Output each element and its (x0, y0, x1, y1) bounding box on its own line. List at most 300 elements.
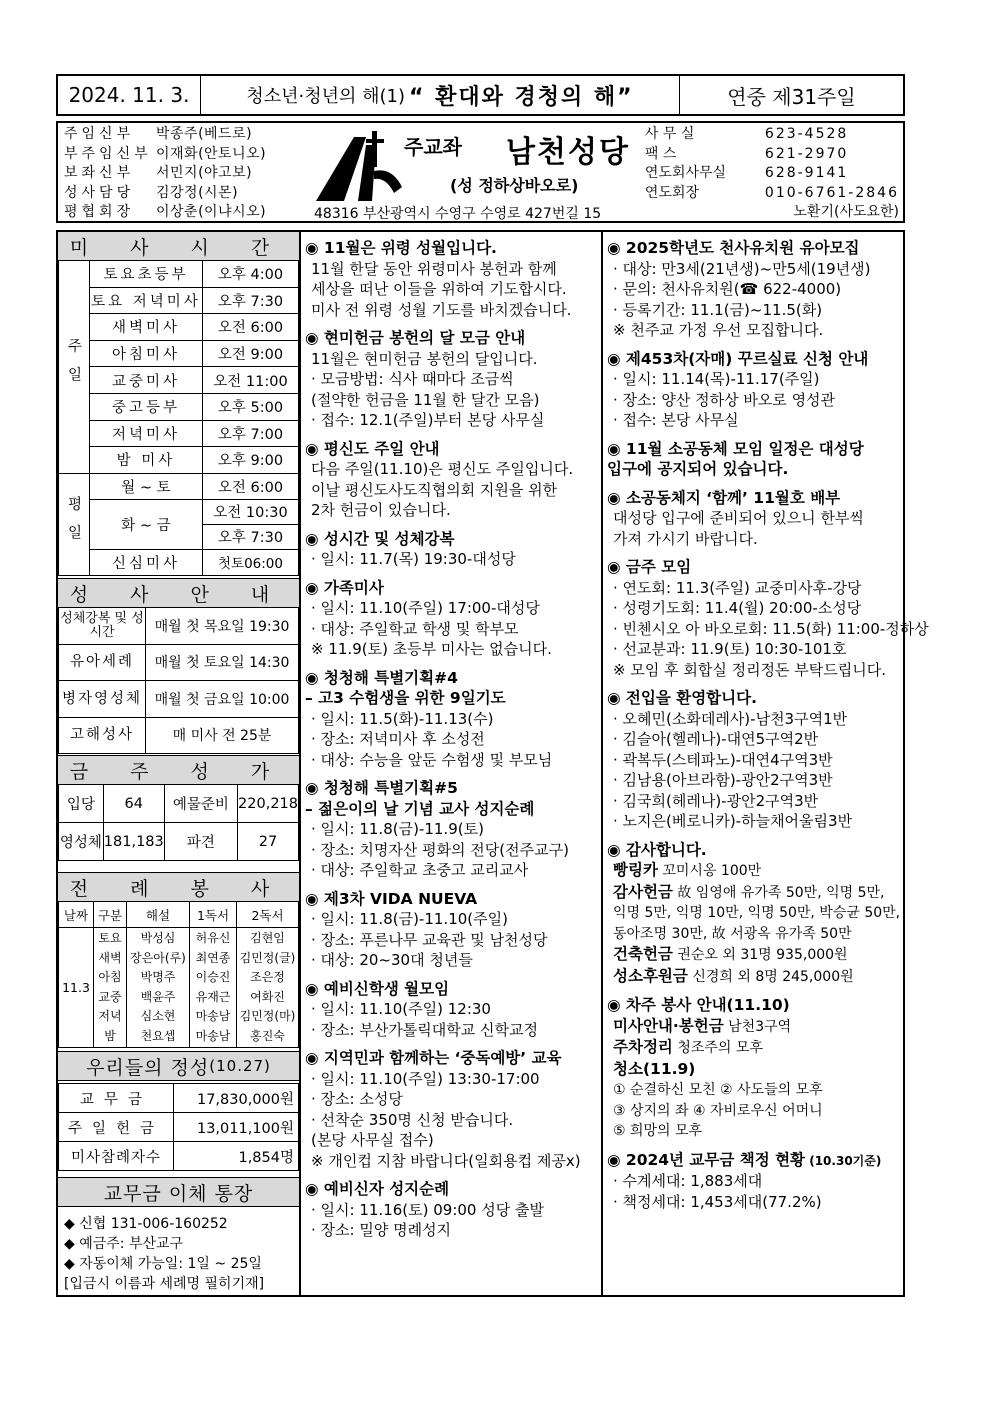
parish-patron: (성 정하상바오로) (450, 176, 579, 195)
offering-name: 미사참례자수 (59, 1142, 174, 1171)
notice-key: 성소후원금 (613, 966, 688, 985)
liturgy-entry: 여화진 (250, 989, 285, 1004)
notice-line: · 일시: 11.10(주일) 12:30 (311, 1000, 491, 1018)
notice-line: ※ 11.9(토) 초등부 미사는 없습니다. (311, 640, 552, 658)
notice-line: ※ 개인컵 지참 바랍니다(일회용컵 제공x) (311, 1151, 581, 1170)
sacrament-row (59, 644, 299, 681)
mass-time: 오전 10:30 (203, 499, 299, 524)
notice-line: · 일시: 11.8(금)-11.9(토) (311, 820, 484, 838)
liturgy-entry: 교중 (98, 989, 122, 1004)
account-header: 교무금 이체 통장 (58, 1177, 299, 1207)
clergy-name: 박종주(베드로) (156, 126, 253, 142)
notice-item (607, 1150, 903, 1213)
liturgy-col-header: 2독서 (237, 902, 299, 928)
mass-row (59, 420, 299, 447)
mass-time: 오전 6:00 (203, 314, 299, 341)
notice-line: · 노지은(베로니카)-하늘채어울림3반 (613, 812, 853, 830)
notice-line: (절약한 헌금을 11월 한 달간 모음) (311, 390, 540, 409)
liturgy-entry: 김민정(마) (239, 1009, 296, 1023)
parish-address: 48316 부산광역시 수영구 수영로 427번길 15 (314, 206, 602, 222)
mass-name: 신심미사 (90, 549, 203, 575)
hymn-label: 파견 (164, 823, 237, 861)
contact-label: 팩 스 (644, 145, 677, 162)
account-line: [입금시 이름과 세례명 필히기재] (64, 1276, 265, 1292)
notice-title (607, 995, 903, 1016)
notice-line: · 수계세대: 1,883세대 (613, 1172, 763, 1190)
notice-title: 입구에 공지되어 있습니다. (607, 460, 789, 478)
mass-time: 오전 11:00 (203, 367, 299, 394)
sacrament-name: 병자영성체 (59, 681, 146, 718)
theme-year: 청소년·청년의 해(1) (246, 86, 405, 107)
offering-value: 17,830,000원 (174, 1084, 299, 1113)
notice-line: · 대상: 만3세(21년생)~만5세(19년생) (613, 259, 871, 278)
contact-label: 연도회장 (644, 184, 700, 201)
liturgy-col-header: 날짜 (59, 902, 94, 928)
notice-item (607, 349, 903, 431)
notice-line (607, 944, 903, 966)
notice-value: 청조주의 모후 (672, 1040, 763, 1056)
notice-title-text: ◉ 예비신자 성지순례 (305, 1180, 450, 1198)
sunday-label: 주일 (59, 261, 90, 474)
notice-line: · 일시: 11.14(목)-11.17(주일) (613, 370, 820, 388)
notice-title (607, 840, 903, 861)
account-info (64, 1214, 264, 1294)
notice-item (607, 557, 929, 680)
notice-title (305, 578, 601, 599)
sacrament-row (59, 608, 299, 645)
sacrament-name: 유아세례 (59, 644, 146, 681)
contact-row (645, 145, 899, 165)
notice-item (607, 488, 903, 550)
notice-line: 가져 가시기 바랍니다. (613, 529, 758, 548)
liturgy-entry: 장은아(루) (130, 950, 186, 965)
notice-title-text: ◉ 현미헌금 봉헌의 달 모금 안내 (305, 329, 526, 347)
contact-list (645, 125, 899, 223)
notice-item (305, 439, 601, 521)
offering-value: 1,854명 (174, 1142, 299, 1171)
notice-title (305, 889, 601, 910)
clergy-name: 서민지(야고보) (156, 165, 253, 181)
offering-name: 주일헌금 (59, 1113, 174, 1142)
notice-title (305, 238, 601, 259)
notice-title-text: ◉ 제453차(자매) 꾸르실료 신청 안내 (607, 349, 869, 368)
notice-line: · 장소: 양산 정하상 바오로 영성관 (613, 390, 836, 409)
offering-value: 13,011,100원 (174, 1113, 299, 1142)
mass-time: 오전 6:00 (203, 473, 299, 499)
notice-line: · 장소: 저녁미사 후 소성전 (311, 730, 485, 748)
mass-name: 저녁미사 (90, 420, 203, 447)
clergy-row (64, 184, 266, 204)
sacrament-time: 매월 첫 목요일 19:30 (146, 608, 299, 645)
notice-key: 건축헌금 (613, 945, 673, 963)
liturgy-entry: 마송남 (195, 1028, 231, 1043)
notice-line (607, 1059, 903, 1081)
notice-line: 세상을 떠난 이들을 위하여 기도합시다. (311, 280, 567, 298)
liturgy-entry: 마송남 (195, 1009, 231, 1023)
mass-time: 오후 7:30 (203, 287, 299, 314)
notice-line: · 문의: 천사유치원(☎ 622-4000) (613, 280, 842, 298)
notice-line (607, 1016, 903, 1038)
offering-table (58, 1083, 299, 1171)
offering-title: 우리들의 정성 (86, 1056, 210, 1079)
mass-time: 첫토06:00 (203, 549, 299, 575)
liturgy-date: 11.3 (59, 928, 94, 1048)
clergy-row (64, 164, 266, 184)
notice-title-text: ◉ 소공동체지 ‘함께’ 11월호 배부 (607, 488, 841, 507)
clergy-role: 보좌신부 (64, 165, 135, 181)
notice-value: ① 순결하신 모친 ② 사도들의 모후 (613, 1082, 823, 1098)
notice-key: 감사헌금 (613, 882, 673, 901)
notice-line (607, 1037, 903, 1059)
notice-line (607, 882, 903, 904)
notice-item (305, 889, 601, 971)
clergy-row (64, 145, 266, 165)
liturgy-header-row (59, 902, 299, 928)
notice-title-note: (10.30기준) (805, 1153, 882, 1168)
notice-line: · 김슬아(헬레나)-대연5구역2반 (613, 730, 819, 748)
notice-line: · 접수: 본당 사무실 (613, 411, 739, 429)
sacraments-table (58, 607, 299, 754)
notice-title (607, 488, 903, 509)
notice-title (305, 328, 601, 349)
hymn-label: 예물준비 (164, 785, 237, 823)
notice-value: 故 임영애 유가족 50만, 익명 5만, (672, 884, 885, 901)
notice-value: 권순오 외 31명 935,000원 (672, 947, 848, 963)
liturgy-entry: 김민정(글) (239, 950, 296, 965)
right-column (603, 230, 929, 1297)
notice-line: · 빈첸시오 아 바오로회: 11.5(화) 11:00-정하상 (613, 619, 929, 638)
liturgy-entry: 새벽 (98, 950, 122, 965)
offering-row (59, 1142, 299, 1171)
parish-logo (314, 127, 404, 205)
notice-line: · 등록기간: 11.1(금)~11.5(화) (613, 300, 823, 319)
notice-value: ③ 상지의 좌 ④ 자비로우신 어머니 (613, 1102, 823, 1119)
notice-title-text: ◉ 2025학년도 천사유치원 유아모집 (607, 239, 860, 257)
mass-times-header: 미 사 시 간 (58, 231, 299, 261)
notice-key: 미사안내·봉헌금 (613, 1016, 724, 1035)
notice-title-text: ◉ 2024년 교무금 책정 현황 (607, 1150, 806, 1169)
liturgy-entry: 박성심 (140, 931, 176, 945)
notice-line: · 일시: 11.5(화)-11.13(수) (311, 709, 494, 728)
clergy-name: 이상춘(이냐시오) (156, 204, 267, 220)
account-line: ◆ 자동이체 가능일: 1일 ~ 25일 (64, 1256, 262, 1272)
notice-item (305, 578, 601, 660)
mass-name: 교중미사 (90, 367, 203, 394)
left-column (56, 230, 301, 1297)
notice-title (305, 668, 601, 689)
sacrament-row (59, 717, 299, 754)
mass-time: 오전 9:00 (203, 340, 299, 367)
mass-time: 오후 9:00 (203, 447, 299, 474)
notice-key: 빵링카 (613, 861, 658, 879)
liturgy-cell (190, 928, 237, 1048)
notice-title-text: ◉ 예비신학생 월모임 (305, 979, 450, 998)
notice-title-text: ◉ 성시간 및 성체강복 (305, 529, 455, 548)
mass-name: 화 ~ 금 (90, 499, 203, 549)
notice-subtitle: – 젊은이의 날 기념 교사 성지순례 (305, 799, 535, 818)
top-bar (56, 74, 905, 116)
notice-title (305, 778, 601, 799)
notice-line: · 오혜민(소화데레사)-남천3구역1반 (613, 709, 848, 728)
contact-value: 623-4528 (764, 126, 849, 142)
notice-line: ※ 천주교 가정 우선 모집합니다. (613, 321, 824, 339)
mass-row (59, 499, 299, 524)
notice-item (607, 238, 903, 341)
notice-item (607, 688, 903, 832)
hymn-label: 영성체 (59, 823, 104, 861)
liturgy-col-header: 1독서 (190, 902, 237, 928)
notice-line (607, 924, 903, 945)
mass-name: 토요초등부 (90, 261, 203, 288)
notice-value: 동아조명 30만, 故 서광옥 유가족 50만 (613, 925, 852, 942)
mass-time: 오후 5:00 (203, 393, 299, 420)
middle-column (301, 230, 603, 1297)
notice-item (305, 529, 601, 570)
notice-line (607, 966, 903, 988)
notice-line: · 일시: 11.10(주일) 13:30-17:00 (311, 1069, 540, 1088)
account-line: ◆ 신협 131-006-160252 (64, 1216, 228, 1232)
notice-title (305, 529, 601, 550)
notice-line: 이날 평신도사도직협의회 지원을 위한 (311, 480, 558, 499)
liturgy-cell (237, 928, 299, 1048)
notice-title (607, 439, 903, 460)
mass-row (59, 261, 299, 288)
notice-line (607, 1101, 903, 1122)
notice-title (305, 979, 601, 1000)
notice-title (305, 1048, 601, 1069)
liturgy-entry: 유재근 (195, 989, 231, 1004)
mass-name: 토요 저녁미사 (90, 287, 203, 314)
mass-row (59, 549, 299, 575)
notice-value: 꼬미시옹 100만 (657, 863, 762, 879)
notice-value: ⑤ 희망의 모후 (613, 1123, 703, 1139)
sacraments-header: 성 사 안 내 (58, 578, 299, 608)
mass-name: 새벽미사 (90, 314, 203, 341)
hymns-table (58, 784, 299, 861)
weekday-label: 평일 (59, 473, 90, 575)
notice-item (607, 840, 903, 988)
notice-title-text: ◉ 전입을 환영합니다. (607, 689, 757, 707)
notice-item (305, 1179, 601, 1241)
notice-line: · 장소: 푸른나무 교육관 및 남천성당 (311, 930, 548, 949)
liturgy-col-header: 해설 (127, 902, 190, 928)
notice-line: · 일시: 11.8(금)-11.10(주일) (311, 910, 508, 928)
notice-title (305, 439, 601, 460)
liturgy-table (58, 901, 299, 1048)
notice-key: 주차정리 (613, 1038, 673, 1056)
notice-line (607, 1121, 903, 1142)
liturgy-entry: 홍진숙 (250, 1028, 285, 1043)
mass-row (59, 447, 299, 474)
parish-name: 남천성당 (506, 135, 630, 170)
notice-title (607, 1150, 903, 1172)
clergy-role: 성사담당 (64, 184, 135, 201)
notice-line: · 대상: 수능을 앞둔 수험생 및 부모님 (311, 750, 553, 769)
liturgy-entry: 밤 (104, 1028, 116, 1043)
clergy-name: 김강정(시몬) (156, 184, 239, 201)
liturgy-entry: 허유신 (195, 931, 231, 945)
mass-time: 오후 7:00 (203, 420, 299, 447)
notice-title-text: ◉ 제3차 VIDA NUEVA (305, 889, 478, 908)
liturgy-entry: 천요셉 (140, 1028, 176, 1043)
mass-row (59, 473, 299, 499)
sacrament-row (59, 681, 299, 718)
clergy-list (64, 125, 266, 223)
hymn-value: 220,218 (238, 785, 299, 823)
notice-line: · 곽복두(스테파노)-대연4구역3반 (613, 750, 833, 769)
account-line: ◆ 예금주: 부산교구 (64, 1236, 184, 1252)
notice-line: · 모금방법: 식사 때마다 조금씩 (311, 370, 514, 388)
liturgy-entry: 심소현 (140, 1009, 176, 1023)
liturgy-header: 전 례 봉 사 (58, 872, 299, 902)
contact-label: 사 무 실 (644, 126, 695, 142)
notice-item (305, 238, 601, 320)
notice-title-text: ◉ 가족미사 (305, 578, 384, 597)
notice-title-text: ◉ 청청해 특별기획#4 (305, 668, 458, 687)
liturgy-col-header: 구분 (94, 902, 127, 928)
notice-line: · 선교분과: 11.9(토) 10:30-101호 (613, 640, 847, 658)
notice-line: 미사 전 위령 성월 기도를 바치겠습니다. (311, 300, 572, 319)
notice-line: (본당 사무실 접수) (311, 1131, 434, 1149)
notice-line: · 연도회: 11.3(주일) 교중미사후-강당 (613, 578, 862, 597)
notice-subtitle: – 고3 수험생을 위한 9일기도 (305, 689, 506, 707)
notice-line: 대성당 입구에 준비되어 있으니 한부씩 (613, 509, 864, 527)
mass-row (59, 340, 299, 367)
notice-line: · 일시: 11.10(주일) 17:00-대성당 (311, 599, 540, 617)
notice-title-text: ◉ 감사합니다. (607, 840, 707, 859)
notice-title (607, 688, 903, 709)
contact-row (645, 184, 899, 204)
notice-line: 11월 한달 동안 위령미사 봉헌과 함께 (311, 259, 557, 278)
notice-title-text: ◉ 지역민과 함께하는 ‘중독예방’ 교육 (305, 1049, 562, 1067)
liturgy-entry: 조은정 (250, 970, 285, 984)
mass-name: 월 ~ 토 (90, 473, 203, 499)
mass-time: 오후 7:30 (203, 524, 299, 549)
notice-line: · 대상: 주일학교 학생 및 학부모 (311, 619, 519, 638)
offering-name: 교무금 (59, 1084, 174, 1113)
sacrament-time: 매 미사 전 25분 (146, 717, 299, 754)
hymn-value: 181,183 (103, 823, 164, 861)
theme-banner (201, 76, 680, 114)
liturgy-cell (94, 928, 127, 1048)
issue-date: 2024. 11. 3. (58, 76, 201, 114)
notice-line: 2차 헌금이 있습니다. (311, 501, 451, 519)
notice-title-text: ◉ 차주 봉사 안내(11.10) (607, 996, 790, 1014)
notice-title-text: ◉ 평신도 주일 안내 (305, 439, 440, 458)
liturgy-entry: 김현임 (250, 931, 285, 945)
contact-value: 노환기(사도요한) (793, 204, 899, 220)
notice-list (301, 232, 601, 1241)
notice-line: · 대상: 주일학교 초중고 교리교사 (311, 861, 529, 879)
contact-value: 621-2970 (764, 145, 849, 162)
notice-line: · 김국희(헤레나)-광안2구역3반 (613, 791, 819, 810)
contact-row (645, 164, 899, 184)
clergy-role: 주임신부 (64, 126, 135, 142)
notice-line: · 책정세대: 1,453세대(77.2%) (613, 1192, 822, 1211)
notice-item (305, 668, 601, 771)
notice-title (607, 238, 903, 259)
contact-row (645, 125, 899, 145)
mass-name: 밤 미사 (90, 447, 203, 474)
sacrament-name: 고해성사 (59, 717, 146, 754)
liturgy-entry: 토요 (98, 931, 122, 945)
notice-title (607, 349, 903, 370)
notice-item (607, 439, 903, 480)
notice-line: 11월은 현미헌금 봉헌의 달입니다. (311, 349, 538, 368)
notice-line: · 접수: 12.1(주일)부터 본당 사무실 (311, 411, 545, 429)
notice-list (603, 232, 929, 1212)
notice-item (305, 979, 601, 1041)
notice-line (607, 1080, 903, 1101)
liturgy-entry: 박명주 (140, 970, 176, 984)
hymn-value: 64 (103, 785, 164, 823)
notice-line (607, 860, 903, 882)
mass-row (59, 393, 299, 420)
notice-title-text: ◉ 금주 모임 (607, 558, 692, 576)
liturgy-entry: 아침 (98, 970, 122, 984)
mass-row (59, 367, 299, 394)
notice-line: · 장소: 치명자산 평화의 전당(전주교구) (311, 840, 569, 859)
mass-row (59, 314, 299, 341)
notice-line: · 선착순 350명 신청 받습니다. (311, 1110, 514, 1129)
sacrament-time: 매월 첫 토요일 14:30 (146, 644, 299, 681)
notice-title (607, 557, 903, 578)
contact-value: 010-6761-2846 (764, 184, 899, 201)
mass-name: 아침미사 (90, 340, 203, 367)
notice-value: 남천3구역 (723, 1018, 792, 1035)
notice-line: · 대상: 20~30대 청년들 (311, 951, 473, 969)
clergy-name: 이재화(안토니오) (156, 145, 267, 162)
hymns-header: 금 주 성 가 (58, 755, 299, 785)
liturgy-entry: 백윤주 (140, 989, 176, 1004)
notice-title-text: ◉ 11월은 위령 성월입니다. (305, 239, 497, 257)
notice-title-text: ◉ 청청해 특별기획#5 (305, 779, 458, 797)
liturgy-cell (127, 928, 190, 1048)
notice-title-text: ◉ 11월 소공동체 모임 일정은 대성당 (607, 439, 864, 458)
clergy-role: 부주임신부 (64, 145, 152, 162)
sacrament-name: 성체강복 및 성시간 (59, 608, 146, 645)
liturgical-week: 연중 제31주일 (727, 84, 856, 109)
liturgy-entry: 최연종 (195, 950, 231, 965)
notice-line: 다음 주일(11.10)은 평신도 주일입니다. (311, 460, 574, 478)
notice-item (607, 995, 903, 1142)
notice-line: · 성령기도회: 11.4(월) 20:00-소성당 (613, 599, 862, 617)
clergy-role: 평협회장 (64, 204, 135, 220)
theme-title: “ 환대와 경청의 해” (408, 84, 634, 110)
notice-value: 신경희 외 8명 245,000원 (687, 968, 854, 985)
clergy-row (64, 203, 266, 223)
liturgy-row (59, 928, 299, 1048)
notice-line: ※ 모임 후 회합실 정리정돈 부탁드립니다. (613, 660, 887, 679)
mass-times-table (58, 260, 299, 576)
notice-line: · 일시: 11.16(토) 09:00 성당 출발 (311, 1200, 544, 1219)
contact-row (645, 203, 899, 223)
notice-item (305, 328, 601, 431)
notice-line: · 장소: 소성당 (311, 1090, 403, 1108)
notice-line (607, 903, 903, 924)
liturgy-entry: 이승진 (195, 970, 231, 984)
mass-row (59, 287, 299, 314)
offering-row (59, 1113, 299, 1142)
notice-line: · 김남용(아브라함)-광안2구역3반 (613, 771, 833, 789)
hymn-label: 입당 (59, 785, 104, 823)
clergy-row (64, 125, 266, 145)
parish-info (56, 121, 905, 223)
offering-date: (10.27) (209, 1057, 271, 1075)
notice-item (305, 1048, 601, 1171)
liturgy-entry: 저녁 (98, 1009, 122, 1023)
notice-title (305, 1179, 601, 1200)
